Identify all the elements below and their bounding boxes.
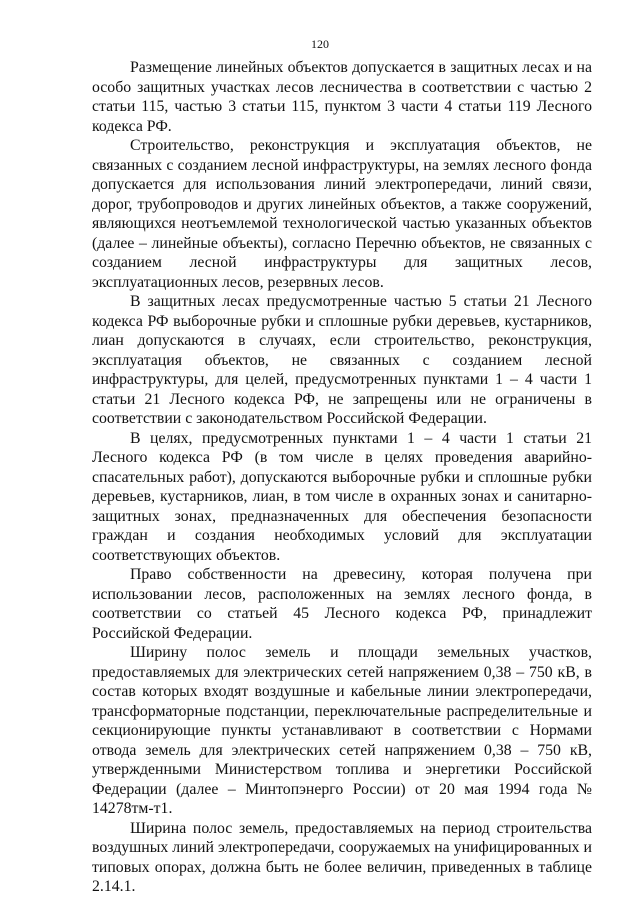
document-body — [92, 58, 592, 897]
paragraph-timber-ownership: Право собственности на древесину, которая получена при использовании лесов, расположенных на землях лесного фонда, в соответствии со статьей 45 Лесного кодекса РФ, принадлежит Российской Федерации. — [92, 566, 592, 642]
paragraph-protective-forests-felling: В защитных лесах предусмотренные частью 5 статьи 21 Лесного кодекса РФ выборочные рубки и сплошные рубки деревьев, кустарников, лиан допускаются в случаях, если строительство, реконструкция, эксплуатация объектов, не связанных с созданием лесной инфраструктуры, для целей, предусмотренных пунктами 1 – 4 части 1 статьи 21 Лесного кодекса РФ, не запрещены или не ограничены в соответствии с законодательством Российской Федерации. — [92, 293, 592, 427]
paragraph-linear-objects-placement: Размещение линейных объектов допускается в защитных лесах и на особо защитных участках лесов лесничества в соответствии с частью 2 статьи 115, частью 3 статьи 115, пунктом 3 части 4 статьи 119 Лесного кодекса РФ. — [92, 59, 592, 135]
paragraph-land-strip-width-norms: Ширину полос земель и площади земельных участков, предоставляемых для электрических сетей напряжением 0,38 – 750 кВ, в состав которых входят воздушные и кабельные линии электропередачи, трансформаторные подстанции, переключательные распределительные и секционирующие пункты устанавливают в соответствии с Нормами отвода земель для электрических сетей напряжением 0,38 – 750 кВ, утвержденными Министерством топлива и энергетики Российской Федерации (далее – Минтопэнерго России) от 20 мая 1994 года № 14278тм-т1. — [92, 644, 592, 817]
paragraph-construction-period-width: Ширина полос земель, предоставляемых на период строительства воздушных линий электропередачи, сооружаемых на унифицированных и типовых опорах, должна быть не более величин, приведенных в таблице 2.14.1. — [92, 819, 592, 895]
paragraph-felling-purposes: В целях, предусмотренных пунктами 1 – 4 части 1 статьи 21 Лесного кодекса РФ (в том числе в целях проведения аварийно-спасательных работ), допускаются выборочные рубки и сплошные рубки деревьев, кустарников, лиан, в том числе в охранных зонах и санитарно-защитных зонах, предназначенных для обеспечения безопасности граждан и создания необходимых условий для эксплуатации соответствующих объектов. — [92, 429, 592, 564]
paragraph-construction-reconstruction: Строительство, реконструкция и эксплуатация объектов, не связанных с созданием лесной инфраструктуры, на землях лесного фонда допускается для использования линий электропередачи, линий связи, дорог, трубопроводов и других линейных объектов, а также сооружений, являющихся неотъемлемой технологической частью указанных объектов (далее – линейные объекты), согласно Перечню объектов, не связанных с созданием лесной инфраструктуры для защитных лесов, эксплуатационных лесов, резервных лесов. — [92, 137, 592, 291]
page-number: 120 — [311, 37, 329, 51]
